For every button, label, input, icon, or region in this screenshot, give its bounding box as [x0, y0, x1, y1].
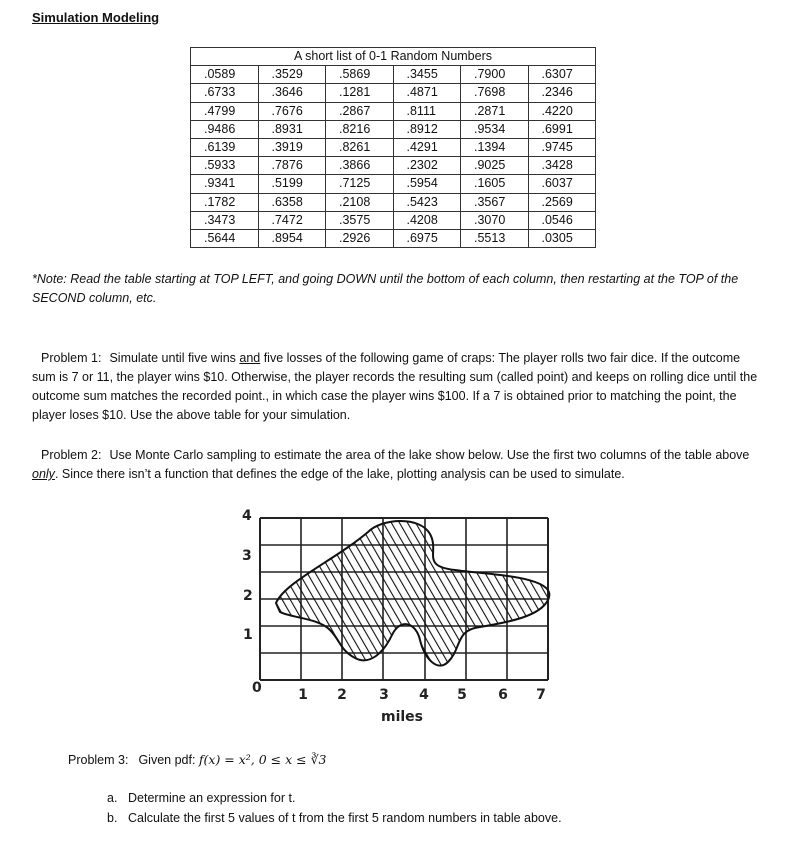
table-cell: .3866 [326, 157, 394, 175]
y-tick-label: 3 [242, 548, 252, 564]
x-tick-label: 6 [498, 687, 508, 703]
table-cell: .5199 [258, 175, 326, 193]
table-cell: .9025 [461, 157, 529, 175]
table-cell: .1281 [326, 84, 394, 102]
item-b-text: Calculate the first 5 values of t from the first 5 random numbers in table above. [128, 811, 562, 825]
table-row [191, 175, 596, 193]
table-cell: .7698 [461, 84, 529, 102]
table-cell: .6307 [528, 66, 596, 84]
table-cell: .8912 [393, 120, 461, 138]
problem-1-text-b: five losses of the following game of craps: The player rolls two fair dice. If the outcome sum is 7 or 11, the player wins $10. Otherwise, the player records the resulting sum (called point) and keeps on rolling dice until the outcome sum matches the recorded point., in which case the player wins $100. If a 7 is obtained prior to matching the point, the player loses $10. Use the above table for your simulation. [32, 351, 758, 422]
problem-2-text-b: . Since there isn’t a function that defines the edge of the lake, plotting analysis can be used to simulate. [54, 467, 625, 481]
table-cell: .3567 [461, 193, 529, 211]
table-cell: .1605 [461, 175, 529, 193]
table-row [191, 193, 596, 211]
table-cell: .7125 [326, 175, 394, 193]
table-row [191, 211, 596, 229]
x-tick-label: 1 [298, 687, 308, 703]
table-cell: .8216 [326, 120, 394, 138]
lake-plot [225, 500, 565, 730]
problem-2 [32, 446, 762, 484]
table-cell: .7676 [258, 102, 326, 120]
x-tick-label: 4 [419, 687, 429, 703]
table-cell: .4291 [393, 138, 461, 156]
table-cell: .9341 [191, 175, 259, 193]
item-a-key: a. [107, 791, 118, 805]
problem-1-and: and [239, 351, 261, 365]
problem-3 [68, 752, 327, 767]
table-cell: .3070 [461, 211, 529, 229]
table-cell: .3473 [191, 211, 259, 229]
table-cell: .2346 [528, 84, 596, 102]
table-cell: .1394 [461, 138, 529, 156]
y-tick-label: 0 [252, 680, 262, 696]
table-cell: .6991 [528, 120, 596, 138]
table-cell: .2302 [393, 157, 461, 175]
table-cell: .8261 [326, 138, 394, 156]
problem-1 [32, 349, 762, 425]
table-cell: .4220 [528, 102, 596, 120]
page-title: Simulation Modeling [32, 10, 160, 25]
y-tick-label: 2 [243, 588, 253, 604]
table-cell: .0546 [528, 211, 596, 229]
item-a-text: Determine an expression for t. [128, 791, 296, 805]
table-cell: .5869 [326, 66, 394, 84]
table-cell: .0305 [528, 229, 596, 247]
problem-2-only: only [32, 467, 55, 481]
problem-3-pdf-prefix: Given pdf: [138, 753, 199, 767]
table-cell: .9486 [191, 120, 259, 138]
problem-1-label: Problem 1: [41, 351, 102, 365]
problem-3-item-a [107, 791, 295, 805]
table-cell: .9745 [528, 138, 596, 156]
table-cell: .2867 [326, 102, 394, 120]
problem-2-label: Problem 2: [41, 448, 102, 462]
table-row [191, 157, 596, 175]
table-cell: .0589 [191, 66, 259, 84]
table-cell: .5423 [393, 193, 461, 211]
table-cell: .6733 [191, 84, 259, 102]
table-cell: .7876 [258, 157, 326, 175]
table-cell: .4208 [393, 211, 461, 229]
problem-3-label: Problem 3: [68, 753, 129, 767]
table-cell: .3646 [258, 84, 326, 102]
x-axis-label: miles [380, 709, 424, 725]
table-cell: .2569 [528, 193, 596, 211]
table-cell: .7472 [258, 211, 326, 229]
x-tick-label: 3 [379, 687, 389, 703]
table-cell: .8954 [258, 229, 326, 247]
table-row [191, 84, 596, 102]
table-row [191, 229, 596, 247]
problem-3-pdf-expr: f(x) = x², 0 ≤ x ≤ ∛3 [198, 752, 327, 767]
table-cell: .6358 [258, 193, 326, 211]
table-cell: .5954 [393, 175, 461, 193]
table-row [191, 66, 596, 84]
table-cell: .6975 [393, 229, 461, 247]
table-cell: .6139 [191, 138, 259, 156]
problem-2-text-a: Use Monte Carlo sampling to estimate the area of the lake show below. Use the first two columns of the table above [109, 448, 750, 462]
table-cell: .1782 [191, 193, 259, 211]
table-row [191, 102, 596, 120]
table-cell: .4799 [191, 102, 259, 120]
table-cell: .2871 [461, 102, 529, 120]
table-cell: .4871 [393, 84, 461, 102]
x-tick-label: 7 [536, 687, 546, 703]
table-cell: .3428 [528, 157, 596, 175]
table-row [191, 120, 596, 138]
table-cell: .5644 [191, 229, 259, 247]
table-cell: .8931 [258, 120, 326, 138]
table-row [191, 138, 596, 156]
table-cell: .3455 [393, 66, 461, 84]
table-cell: .3919 [258, 138, 326, 156]
item-b-key: b. [107, 811, 118, 825]
table-cell: .8111 [393, 102, 461, 120]
lake-shape [276, 521, 549, 666]
table-cell: .3575 [326, 211, 394, 229]
table-cell: .7900 [461, 66, 529, 84]
table-cell: .2108 [326, 193, 394, 211]
table-cell: .3529 [258, 66, 326, 84]
table-cell: .9534 [461, 120, 529, 138]
x-tick-label: 5 [457, 687, 467, 703]
table-cell: .2926 [326, 229, 394, 247]
random-numbers-table [190, 47, 596, 248]
table-caption: A short list of 0-1 Random Numbers [191, 48, 596, 66]
problem-3-item-b [107, 811, 562, 825]
x-tick-label: 2 [337, 687, 347, 703]
table-cell: .6037 [528, 175, 596, 193]
y-tick-label: 4 [242, 508, 252, 524]
y-tick-label: 1 [243, 627, 253, 643]
table-cell: .5513 [461, 229, 529, 247]
table-cell: .5933 [191, 157, 259, 175]
problem-1-text-a: Simulate until five wins [109, 351, 240, 365]
reading-note: *Note: Read the table starting at TOP LEFT, and going DOWN until the bottom of each column, then restarting at the TOP of the SECOND column, etc. [32, 272, 739, 305]
